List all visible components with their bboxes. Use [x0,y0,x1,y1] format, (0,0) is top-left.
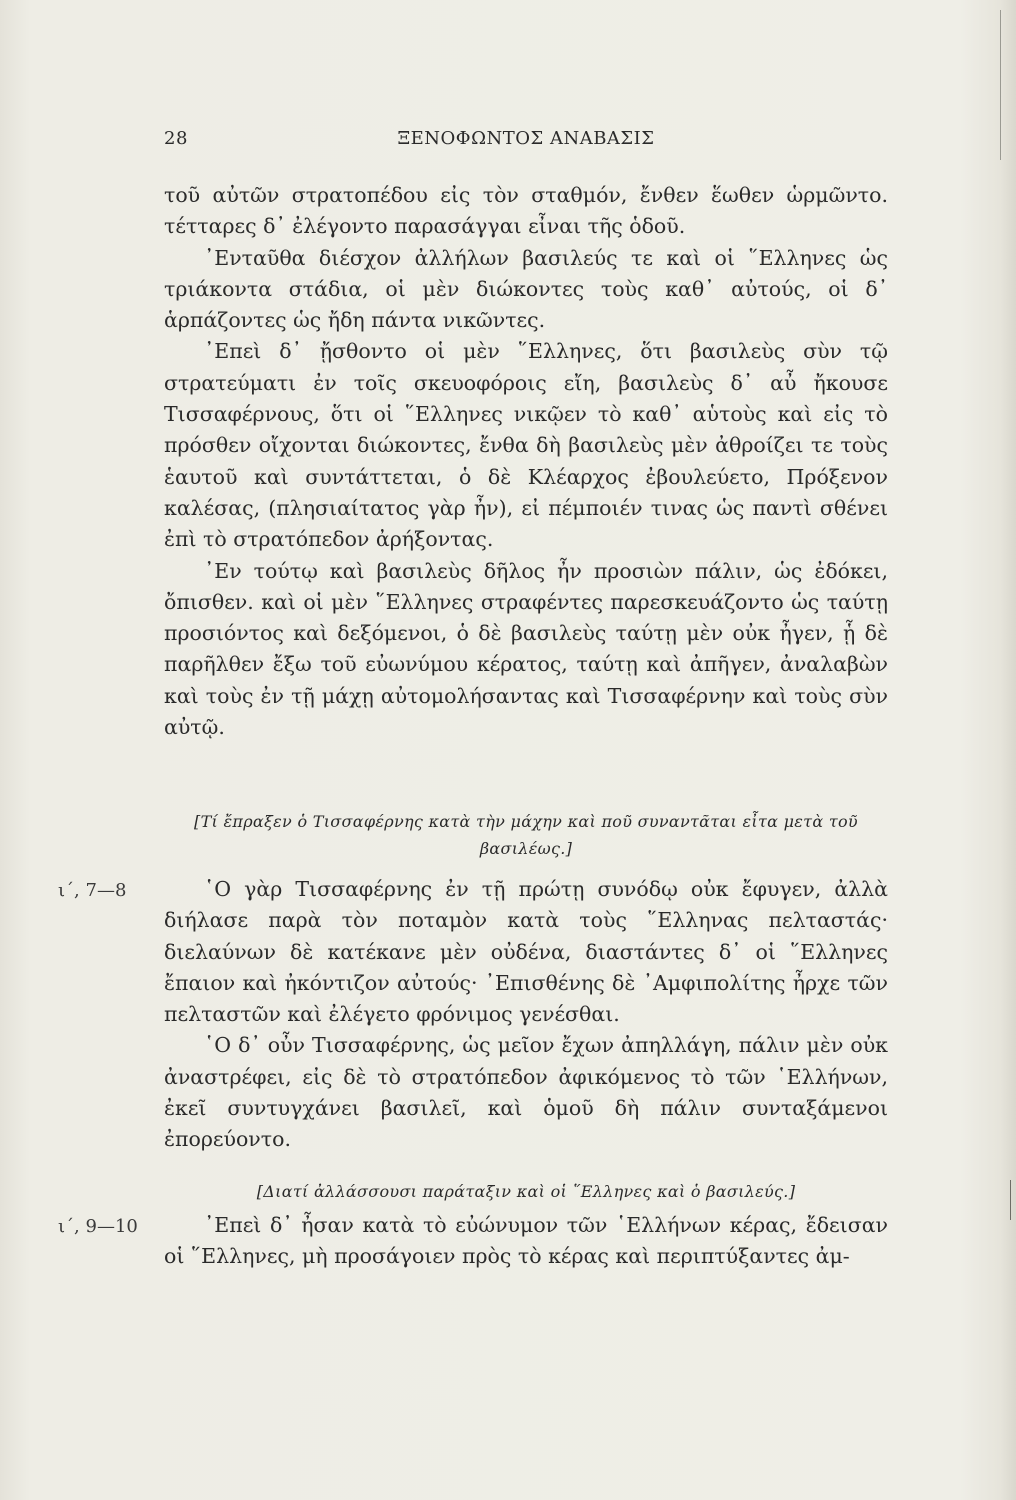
page-number: 28 [164,128,188,149]
paragraph: ᾽Επεὶ δ᾽ ἦσαν κατὰ τὸ εὐώνυμον τῶν ῾Ελλήνων κέρας, ἔδεισαν οἱ ῞Ελληνες, μὴ προσάγοιεν πρὸς τὸ κέρας καὶ περιπτύξαντες ἀμ- [164,1213,888,1269]
section-heading: [Διατί ἀλλάσσουσι παράταξιν καὶ οἱ ῞Ελληνες καὶ ὁ βασιλεύς.] [256,1182,796,1201]
page-edge-mark [1000,10,1001,160]
text-block-2 [164,874,888,1156]
paragraph: ᾽Ενταῦθα διέσχον ἀλλήλων βασιλεύς τε καὶ οἱ ῞Ελληνες ὡς τριάκοντα στάδια, οἱ μὲν διώκοντες τοὺς καθ᾽ αὐτούς, οἱ δ᾽ ἁρπάζοντες ὡς ἤδη πάντα νικῶντες. [164,245,888,333]
page-header [164,128,888,152]
section-heading: [Τί ἔπραξεν ὁ Τισσαφέρνης κατὰ τὴν μάχην καὶ ποῦ συναντᾶται εἶτα μετὰ τοῦ βασιλέως.] [194,812,858,858]
paragraph: ῾Ο γὰρ Τισσαφέρνης ἐν τῇ πρώτῃ συνόδῳ οὐκ ἔφυγεν, ἀλλὰ διήλασε παρὰ τὸν ποταμὸν κατὰ τοὺς ῞Ελληνας πελταστάς· διελαύνων δὲ κατέκανε μὲν οὐδένα, διαστάντες δ᾽ οἱ ῞Ελληνες ἔπαιον καὶ ἠκόντιζον αὐτούς· ᾽Επισθένης δὲ ᾽Αμφιπολίτης ἦρχε τῶν πελταστῶν καὶ ἐλέγετο φρόνιμος γενέσθαι. [164,877,888,1027]
running-title: ΞΕΝΟΦΩΝΤΟΣ ΑΝΑΒΑΣΙΣ [397,128,655,149]
page-edge-mark [1010,1180,1011,1220]
paragraph: ᾽Επεὶ δ᾽ ᾔσθοντο οἱ μὲν ῞Ελληνες, ὅτι βασιλεὺς σὺν τῷ στρατεύματι ἐν τοῖς σκευοφόροις εἴη, βασιλεὺς δ᾽ αὖ ἤκουσε Τισσαφέρνους, ὅτι οἱ ῞Ελληνες νικῷεν τὸ καθ᾽ αὑτοὺς καὶ εἰς τὸ πρόσθεν οἴχονται διώκοντες, ἔνθα δὴ βασιλεὺς μὲν ἀθροίζει τε τοὺς ἑαυτοῦ καὶ συντάττεται, ὁ δὲ Κλέαρχος ἐβουλεύετο, Πρόξενον καλέσας, (πλησιαίτατος γὰρ ἦν), εἰ πέμποιέν τινας ὡς παντὶ σθένει ἐπὶ τὸ στρατόπεδον ἀρήξοντας. [164,339,888,552]
margin-reference: ι΄, 9—10 [58,1216,138,1237]
paragraph: τοῦ αὐτῶν στρατοπέδου εἰς τὸν σταθμόν, ἔνθεν ἕωθεν ὡρμῶντο. τέτταρες δ᾽ ἐλέγοντο παρασάγγαι εἶναι τῆς ὁδοῦ. [164,183,888,239]
margin-reference: ι΄, 7—8 [58,880,127,901]
text-block-3 [164,1210,888,1273]
paragraph: ῾Ο δ᾽ οὖν Τισσαφέρνης, ὡς μεῖον ἔχων ἀπηλλάγη, πάλιν μὲν οὐκ ἀναστρέφει, εἰς δὲ τὸ στρατόπεδον ἀφικόμενος τὸ τῶν ῾Ελλήνων, ἐκεῖ συντυγχάνει βασιλεῖ, καὶ ὁμοῦ δὴ πάλιν συνταξάμενοι ἐπορεύοντο. [164,1033,888,1152]
paragraph: ᾽Εν τούτῳ καὶ βασιλεὺς δῆλος ἦν προσιὼν πάλιν, ὡς ἐδόκει, ὄπισθεν. καὶ οἱ μὲν ῞Ελληνες στραφέντες παρεσκευάζοντο ὡς ταύτῃ προσιόντος καὶ δεξόμενοι, ὁ δὲ βασιλεὺς ταύτῃ μὲν οὐκ ἦγεν, ᾗ δὲ παρῆλθεν ἔξω τοῦ εὐωνύμου κέρατος, ταύτῃ καὶ ἀπῆγεν, ἀναλαβὼν καὶ τοὺς ἐν τῇ μάχῃ αὐτομολήσαντας καὶ Τισσαφέρνην καὶ τοὺς σὺν αὐτῷ. [164,558,888,740]
text-block-1 [164,180,888,743]
